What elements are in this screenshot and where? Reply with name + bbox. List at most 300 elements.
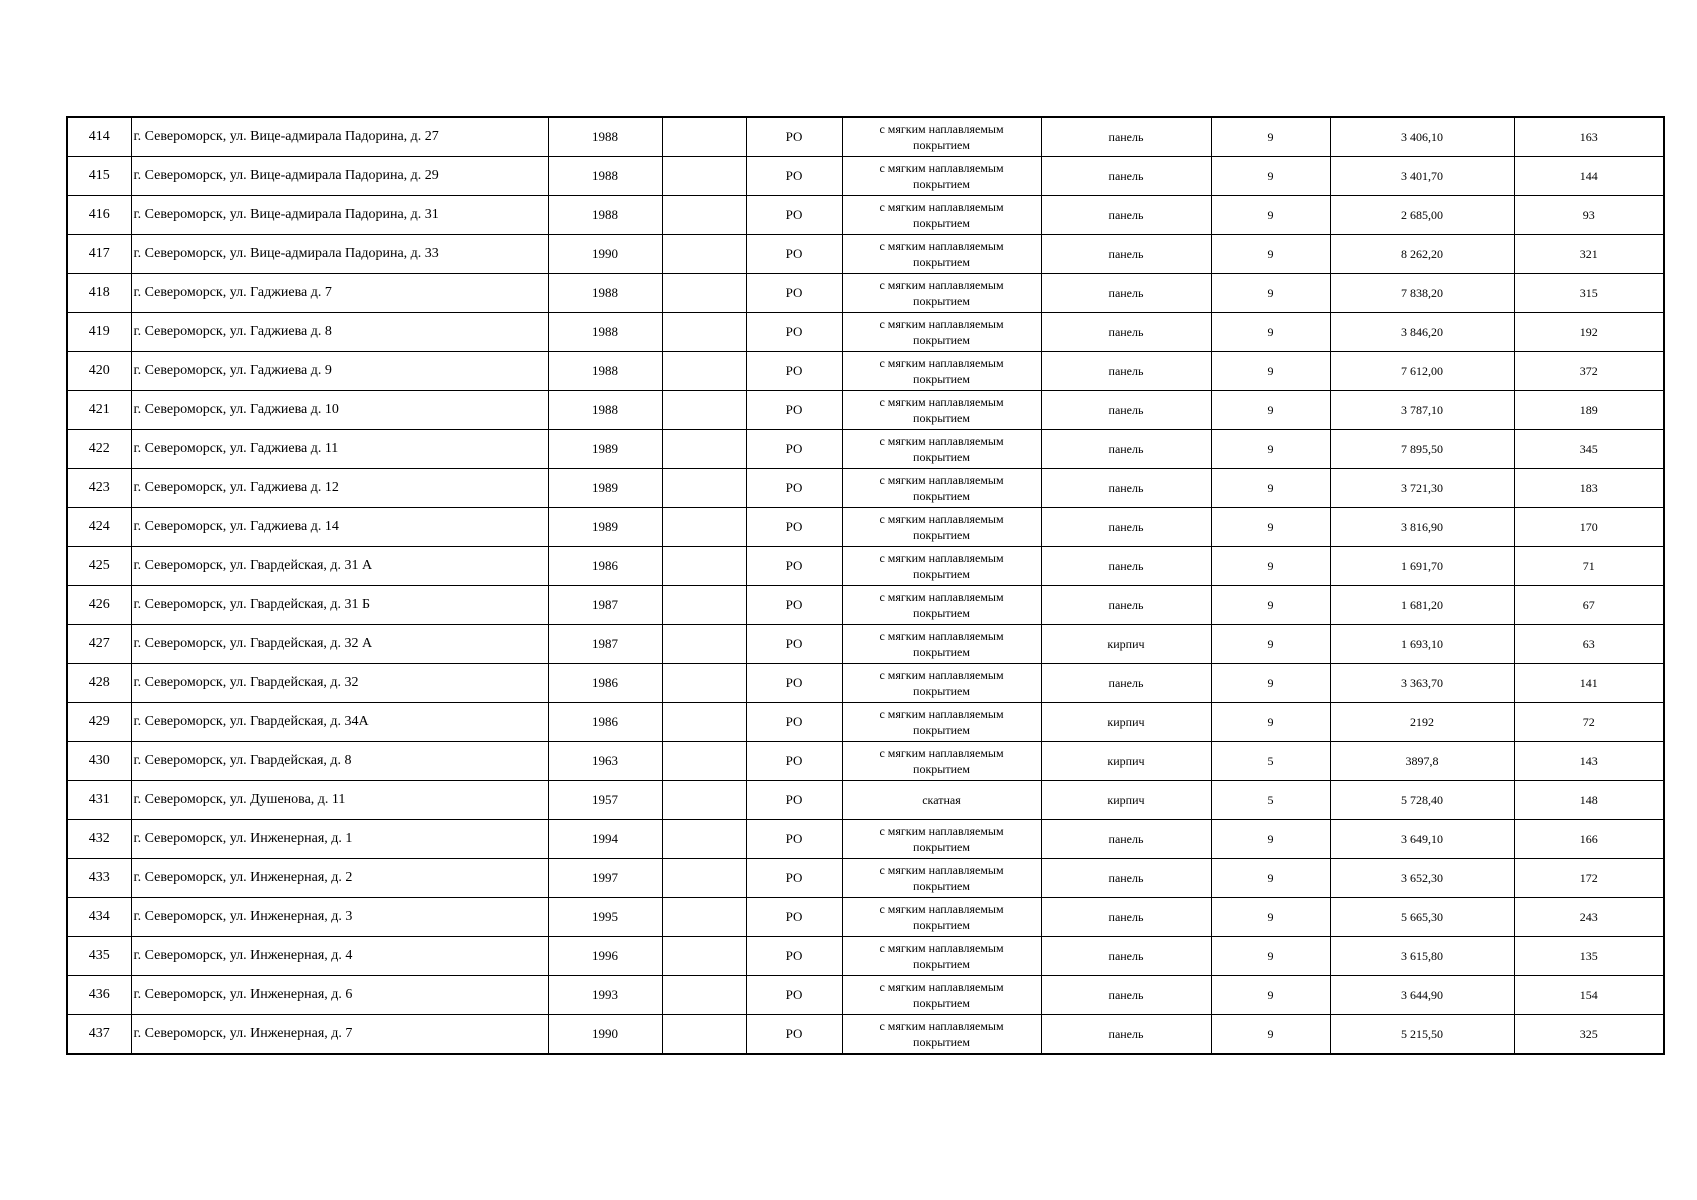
fund-type-cell: РО	[746, 898, 842, 937]
blank-cell	[662, 117, 746, 157]
area-cell: 3 787,10	[1330, 391, 1514, 430]
address-cell: г. Североморск, ул. Инженерная, д. 7	[131, 1015, 548, 1055]
address-cell: г. Североморск, ул. Гвардейская, д. 34А	[131, 703, 548, 742]
area-cell: 1 691,70	[1330, 547, 1514, 586]
register-body	[67, 117, 1664, 1054]
year-built-cell: 1989	[548, 469, 662, 508]
roof-type-line: с мягким наплавляемым	[879, 317, 1004, 331]
area-cell: 7 895,50	[1330, 430, 1514, 469]
roof-type-line: скатная	[922, 793, 961, 807]
table-row	[67, 586, 1664, 625]
wall-material-cell: панель	[1041, 469, 1211, 508]
fund-type-cell: РО	[746, 937, 842, 976]
row-number-cell: 432	[67, 820, 131, 859]
row-number-cell: 428	[67, 664, 131, 703]
roof-type-cell	[842, 157, 1041, 196]
year-built-cell: 1957	[548, 781, 662, 820]
area-cell: 3 649,10	[1330, 820, 1514, 859]
row-number-cell: 416	[67, 196, 131, 235]
wall-material-cell: панель	[1041, 274, 1211, 313]
residents-cell: 135	[1514, 937, 1664, 976]
wall-material-cell: кирпич	[1041, 742, 1211, 781]
roof-type-line: покрытием	[913, 528, 970, 542]
area-cell: 3 652,30	[1330, 859, 1514, 898]
year-built-cell: 1989	[548, 430, 662, 469]
fund-type-cell: РО	[746, 274, 842, 313]
floors-cell: 9	[1211, 117, 1330, 157]
roof-type-line: с мягким наплавляемым	[879, 278, 1004, 292]
year-built-cell: 1996	[548, 937, 662, 976]
blank-cell	[662, 781, 746, 820]
area-cell: 3 401,70	[1330, 157, 1514, 196]
floors-cell: 9	[1211, 547, 1330, 586]
area-cell: 5 665,30	[1330, 898, 1514, 937]
roof-type-line: покрытием	[913, 333, 970, 347]
address-cell: г. Североморск, ул. Гаджиева д. 7	[131, 274, 548, 313]
area-cell: 1 693,10	[1330, 625, 1514, 664]
wall-material-cell: кирпич	[1041, 781, 1211, 820]
table-row	[67, 859, 1664, 898]
area-cell: 5 215,50	[1330, 1015, 1514, 1055]
roof-type-line: покрытием	[913, 918, 970, 932]
row-number-cell: 415	[67, 157, 131, 196]
area-cell: 3 363,70	[1330, 664, 1514, 703]
address-cell: г. Североморск, ул. Гвардейская, д. 31 А	[131, 547, 548, 586]
floors-cell: 9	[1211, 274, 1330, 313]
table-row	[67, 157, 1664, 196]
fund-type-cell: РО	[746, 1015, 842, 1055]
area-cell: 3897,8	[1330, 742, 1514, 781]
area-cell: 7 612,00	[1330, 352, 1514, 391]
table-row	[67, 976, 1664, 1015]
table-row	[67, 937, 1664, 976]
residents-cell: 67	[1514, 586, 1664, 625]
table-row	[67, 898, 1664, 937]
blank-cell	[662, 820, 746, 859]
row-number-cell: 430	[67, 742, 131, 781]
fund-type-cell: РО	[746, 157, 842, 196]
year-built-cell: 1987	[548, 586, 662, 625]
address-cell: г. Североморск, ул. Инженерная, д. 1	[131, 820, 548, 859]
area-cell: 3 721,30	[1330, 469, 1514, 508]
roof-type-line: с мягким наплавляемым	[879, 122, 1004, 136]
address-cell: г. Североморск, ул. Инженерная, д. 2	[131, 859, 548, 898]
floors-cell: 9	[1211, 976, 1330, 1015]
address-cell: г. Североморск, ул. Вице-адмирала Падорина, д. 33	[131, 235, 548, 274]
roof-type-cell	[842, 274, 1041, 313]
roof-type-line: покрытием	[913, 684, 970, 698]
wall-material-cell: панель	[1041, 937, 1211, 976]
roof-type-line: покрытием	[913, 957, 970, 971]
address-cell: г. Североморск, ул. Гвардейская, д. 8	[131, 742, 548, 781]
row-number-cell: 436	[67, 976, 131, 1015]
residents-cell: 72	[1514, 703, 1664, 742]
roof-type-line: покрытием	[913, 840, 970, 854]
address-cell: г. Североморск, ул. Душенова, д. 11	[131, 781, 548, 820]
row-number-cell: 425	[67, 547, 131, 586]
blank-cell	[662, 352, 746, 391]
wall-material-cell: панель	[1041, 430, 1211, 469]
table-row	[67, 547, 1664, 586]
fund-type-cell: РО	[746, 586, 842, 625]
roof-type-cell	[842, 430, 1041, 469]
roof-type-line: покрытием	[913, 567, 970, 581]
roof-type-line: с мягким наплавляемым	[879, 551, 1004, 565]
table-row	[67, 742, 1664, 781]
blank-cell	[662, 547, 746, 586]
roof-type-line: с мягким наплавляемым	[879, 434, 1004, 448]
roof-type-line: покрытием	[913, 255, 970, 269]
roof-type-cell	[842, 508, 1041, 547]
address-cell: г. Североморск, ул. Инженерная, д. 6	[131, 976, 548, 1015]
area-cell: 3 406,10	[1330, 117, 1514, 157]
floors-cell: 9	[1211, 157, 1330, 196]
wall-material-cell: панель	[1041, 976, 1211, 1015]
table-row	[67, 430, 1664, 469]
residents-cell: 166	[1514, 820, 1664, 859]
area-cell: 3 846,20	[1330, 313, 1514, 352]
area-cell: 5 728,40	[1330, 781, 1514, 820]
roof-type-cell	[842, 937, 1041, 976]
area-cell: 3 615,80	[1330, 937, 1514, 976]
roof-type-cell	[842, 117, 1041, 157]
residents-cell: 154	[1514, 976, 1664, 1015]
floors-cell: 5	[1211, 781, 1330, 820]
roof-type-line: покрытием	[913, 372, 970, 386]
blank-cell	[662, 703, 746, 742]
table-row	[67, 313, 1664, 352]
year-built-cell: 1986	[548, 547, 662, 586]
roof-type-line: покрытием	[913, 762, 970, 776]
address-cell: г. Североморск, ул. Гвардейская, д. 32	[131, 664, 548, 703]
address-cell: г. Североморск, ул. Гаджиева д. 9	[131, 352, 548, 391]
table-row	[67, 508, 1664, 547]
fund-type-cell: РО	[746, 352, 842, 391]
residents-cell: 63	[1514, 625, 1664, 664]
fund-type-cell: РО	[746, 742, 842, 781]
year-built-cell: 1990	[548, 1015, 662, 1055]
year-built-cell: 1988	[548, 274, 662, 313]
blank-cell	[662, 196, 746, 235]
row-number-cell: 435	[67, 937, 131, 976]
floors-cell: 9	[1211, 352, 1330, 391]
blank-cell	[662, 742, 746, 781]
table-row	[67, 391, 1664, 430]
area-cell: 1 681,20	[1330, 586, 1514, 625]
year-built-cell: 1988	[548, 157, 662, 196]
year-built-cell: 1988	[548, 313, 662, 352]
table-row	[67, 703, 1664, 742]
address-cell: г. Североморск, ул. Вице-адмирала Падорина, д. 27	[131, 117, 548, 157]
area-cell: 2 685,00	[1330, 196, 1514, 235]
roof-type-line: покрытием	[913, 879, 970, 893]
fund-type-cell: РО	[746, 820, 842, 859]
roof-type-line: с мягким наплавляемым	[879, 200, 1004, 214]
fund-type-cell: РО	[746, 703, 842, 742]
residents-cell: 143	[1514, 742, 1664, 781]
residents-cell: 163	[1514, 117, 1664, 157]
wall-material-cell: панель	[1041, 313, 1211, 352]
roof-type-line: с мягким наплавляемым	[879, 902, 1004, 916]
blank-cell	[662, 469, 746, 508]
area-cell: 8 262,20	[1330, 235, 1514, 274]
address-cell: г. Североморск, ул. Инженерная, д. 4	[131, 937, 548, 976]
residents-cell: 189	[1514, 391, 1664, 430]
floors-cell: 9	[1211, 625, 1330, 664]
roof-type-line: покрытием	[913, 294, 970, 308]
blank-cell	[662, 157, 746, 196]
year-built-cell: 1997	[548, 859, 662, 898]
wall-material-cell: панель	[1041, 352, 1211, 391]
residents-cell: 183	[1514, 469, 1664, 508]
roof-type-cell	[842, 976, 1041, 1015]
roof-type-cell	[842, 313, 1041, 352]
residents-cell: 93	[1514, 196, 1664, 235]
roof-type-line: с мягким наплавляемым	[879, 863, 1004, 877]
wall-material-cell: панель	[1041, 820, 1211, 859]
residents-cell: 192	[1514, 313, 1664, 352]
roof-type-line: покрытием	[913, 723, 970, 737]
roof-type-cell	[842, 898, 1041, 937]
table-row	[67, 469, 1664, 508]
roof-type-line: с мягким наплавляемым	[879, 161, 1004, 175]
blank-cell	[662, 625, 746, 664]
year-built-cell: 1994	[548, 820, 662, 859]
wall-material-cell: панель	[1041, 196, 1211, 235]
roof-type-cell	[842, 235, 1041, 274]
row-number-cell: 427	[67, 625, 131, 664]
blank-cell	[662, 664, 746, 703]
fund-type-cell: РО	[746, 664, 842, 703]
blank-cell	[662, 430, 746, 469]
address-cell: г. Североморск, ул. Гвардейская, д. 32 А	[131, 625, 548, 664]
wall-material-cell: панель	[1041, 586, 1211, 625]
area-cell: 3 816,90	[1330, 508, 1514, 547]
roof-type-line: с мягким наплавляемым	[879, 629, 1004, 643]
year-built-cell: 1988	[548, 117, 662, 157]
floors-cell: 9	[1211, 820, 1330, 859]
roof-type-cell	[842, 859, 1041, 898]
blank-cell	[662, 937, 746, 976]
roof-type-line: с мягким наплавляемым	[879, 941, 1004, 955]
row-number-cell: 424	[67, 508, 131, 547]
year-built-cell: 1988	[548, 352, 662, 391]
roof-type-line: покрытием	[913, 411, 970, 425]
address-cell: г. Североморск, ул. Гаджиева д. 14	[131, 508, 548, 547]
roof-type-cell	[842, 625, 1041, 664]
wall-material-cell: панель	[1041, 117, 1211, 157]
fund-type-cell: РО	[746, 430, 842, 469]
table-row	[67, 196, 1664, 235]
year-built-cell: 1988	[548, 196, 662, 235]
wall-material-cell: панель	[1041, 898, 1211, 937]
wall-material-cell: панель	[1041, 157, 1211, 196]
table-row	[67, 781, 1664, 820]
table-row	[67, 664, 1664, 703]
year-built-cell: 1963	[548, 742, 662, 781]
fund-type-cell: РО	[746, 859, 842, 898]
address-cell: г. Североморск, ул. Вице-адмирала Падорина, д. 29	[131, 157, 548, 196]
row-number-cell: 437	[67, 1015, 131, 1055]
housing-register-table	[66, 116, 1665, 1055]
roof-type-line: покрытием	[913, 177, 970, 191]
roof-type-line: покрытием	[913, 606, 970, 620]
table-row	[67, 117, 1664, 157]
floors-cell: 9	[1211, 664, 1330, 703]
table-row	[67, 625, 1664, 664]
floors-cell: 9	[1211, 703, 1330, 742]
row-number-cell: 420	[67, 352, 131, 391]
wall-material-cell: панель	[1041, 547, 1211, 586]
roof-type-line: с мягким наплавляемым	[879, 239, 1004, 253]
table-row	[67, 235, 1664, 274]
floors-cell: 9	[1211, 313, 1330, 352]
floors-cell: 9	[1211, 235, 1330, 274]
address-cell: г. Североморск, ул. Гаджиева д. 8	[131, 313, 548, 352]
address-cell: г. Североморск, ул. Вице-адмирала Падорина, д. 31	[131, 196, 548, 235]
roof-type-line: с мягким наплавляемым	[879, 590, 1004, 604]
address-cell: г. Североморск, ул. Гаджиева д. 12	[131, 469, 548, 508]
blank-cell	[662, 1015, 746, 1055]
fund-type-cell: РО	[746, 976, 842, 1015]
year-built-cell: 1988	[548, 391, 662, 430]
roof-type-line: покрытием	[913, 489, 970, 503]
floors-cell: 9	[1211, 469, 1330, 508]
fund-type-cell: РО	[746, 625, 842, 664]
wall-material-cell: панель	[1041, 235, 1211, 274]
residents-cell: 144	[1514, 157, 1664, 196]
blank-cell	[662, 235, 746, 274]
fund-type-cell: РО	[746, 235, 842, 274]
residents-cell: 325	[1514, 1015, 1664, 1055]
roof-type-cell	[842, 352, 1041, 391]
roof-type-line: покрытием	[913, 138, 970, 152]
residents-cell: 315	[1514, 274, 1664, 313]
wall-material-cell: панель	[1041, 1015, 1211, 1055]
roof-type-cell	[842, 469, 1041, 508]
address-cell: г. Североморск, ул. Гаджиева д. 11	[131, 430, 548, 469]
roof-type-line: с мягким наплавляемым	[879, 356, 1004, 370]
roof-type-line: с мягким наплавляемым	[879, 824, 1004, 838]
wall-material-cell: кирпич	[1041, 625, 1211, 664]
blank-cell	[662, 508, 746, 547]
floors-cell: 9	[1211, 937, 1330, 976]
roof-type-line: с мягким наплавляемым	[879, 473, 1004, 487]
blank-cell	[662, 586, 746, 625]
address-cell: г. Североморск, ул. Гаджиева д. 10	[131, 391, 548, 430]
floors-cell: 5	[1211, 742, 1330, 781]
roof-type-cell	[842, 664, 1041, 703]
roof-type-line: покрытием	[913, 645, 970, 659]
roof-type-cell	[842, 196, 1041, 235]
fund-type-cell: РО	[746, 781, 842, 820]
row-number-cell: 421	[67, 391, 131, 430]
row-number-cell: 433	[67, 859, 131, 898]
floors-cell: 9	[1211, 1015, 1330, 1055]
residents-cell: 141	[1514, 664, 1664, 703]
blank-cell	[662, 898, 746, 937]
roof-type-cell	[842, 547, 1041, 586]
year-built-cell: 1993	[548, 976, 662, 1015]
fund-type-cell: РО	[746, 508, 842, 547]
area-cell: 2192	[1330, 703, 1514, 742]
fund-type-cell: РО	[746, 547, 842, 586]
row-number-cell: 434	[67, 898, 131, 937]
roof-type-cell	[842, 391, 1041, 430]
roof-type-cell	[842, 586, 1041, 625]
roof-type-line: покрытием	[913, 996, 970, 1010]
table-row	[67, 274, 1664, 313]
table-row	[67, 352, 1664, 391]
roof-type-line: с мягким наплавляемым	[879, 668, 1004, 682]
roof-type-line: с мягким наплавляемым	[879, 707, 1004, 721]
row-number-cell: 423	[67, 469, 131, 508]
roof-type-line: покрытием	[913, 450, 970, 464]
fund-type-cell: РО	[746, 313, 842, 352]
row-number-cell: 429	[67, 703, 131, 742]
wall-material-cell: панель	[1041, 664, 1211, 703]
roof-type-line: покрытием	[913, 1035, 970, 1049]
roof-type-cell	[842, 781, 1041, 820]
roof-type-cell	[842, 820, 1041, 859]
blank-cell	[662, 859, 746, 898]
table-row	[67, 1015, 1664, 1055]
residents-cell: 148	[1514, 781, 1664, 820]
blank-cell	[662, 313, 746, 352]
roof-type-line: с мягким наплавляемым	[879, 395, 1004, 409]
row-number-cell: 422	[67, 430, 131, 469]
floors-cell: 9	[1211, 508, 1330, 547]
roof-type-line: с мягким наплавляемым	[879, 980, 1004, 994]
wall-material-cell: панель	[1041, 859, 1211, 898]
floors-cell: 9	[1211, 586, 1330, 625]
blank-cell	[662, 976, 746, 1015]
year-built-cell: 1987	[548, 625, 662, 664]
blank-cell	[662, 274, 746, 313]
wall-material-cell: панель	[1041, 508, 1211, 547]
row-number-cell: 419	[67, 313, 131, 352]
roof-type-cell	[842, 1015, 1041, 1055]
row-number-cell: 417	[67, 235, 131, 274]
wall-material-cell: панель	[1041, 391, 1211, 430]
residents-cell: 345	[1514, 430, 1664, 469]
residents-cell: 372	[1514, 352, 1664, 391]
row-number-cell: 418	[67, 274, 131, 313]
area-cell: 7 838,20	[1330, 274, 1514, 313]
table-row	[67, 820, 1664, 859]
floors-cell: 9	[1211, 859, 1330, 898]
row-number-cell: 431	[67, 781, 131, 820]
fund-type-cell: РО	[746, 117, 842, 157]
residents-cell: 321	[1514, 235, 1664, 274]
residents-cell: 243	[1514, 898, 1664, 937]
year-built-cell: 1989	[548, 508, 662, 547]
roof-type-cell	[842, 742, 1041, 781]
address-cell: г. Североморск, ул. Инженерная, д. 3	[131, 898, 548, 937]
year-built-cell: 1990	[548, 235, 662, 274]
wall-material-cell: кирпич	[1041, 703, 1211, 742]
residents-cell: 170	[1514, 508, 1664, 547]
roof-type-cell	[842, 703, 1041, 742]
roof-type-line: с мягким наплавляемым	[879, 512, 1004, 526]
fund-type-cell: РО	[746, 391, 842, 430]
blank-cell	[662, 391, 746, 430]
roof-type-line: с мягким наплавляемым	[879, 746, 1004, 760]
area-cell: 3 644,90	[1330, 976, 1514, 1015]
residents-cell: 71	[1514, 547, 1664, 586]
year-built-cell: 1995	[548, 898, 662, 937]
row-number-cell: 426	[67, 586, 131, 625]
